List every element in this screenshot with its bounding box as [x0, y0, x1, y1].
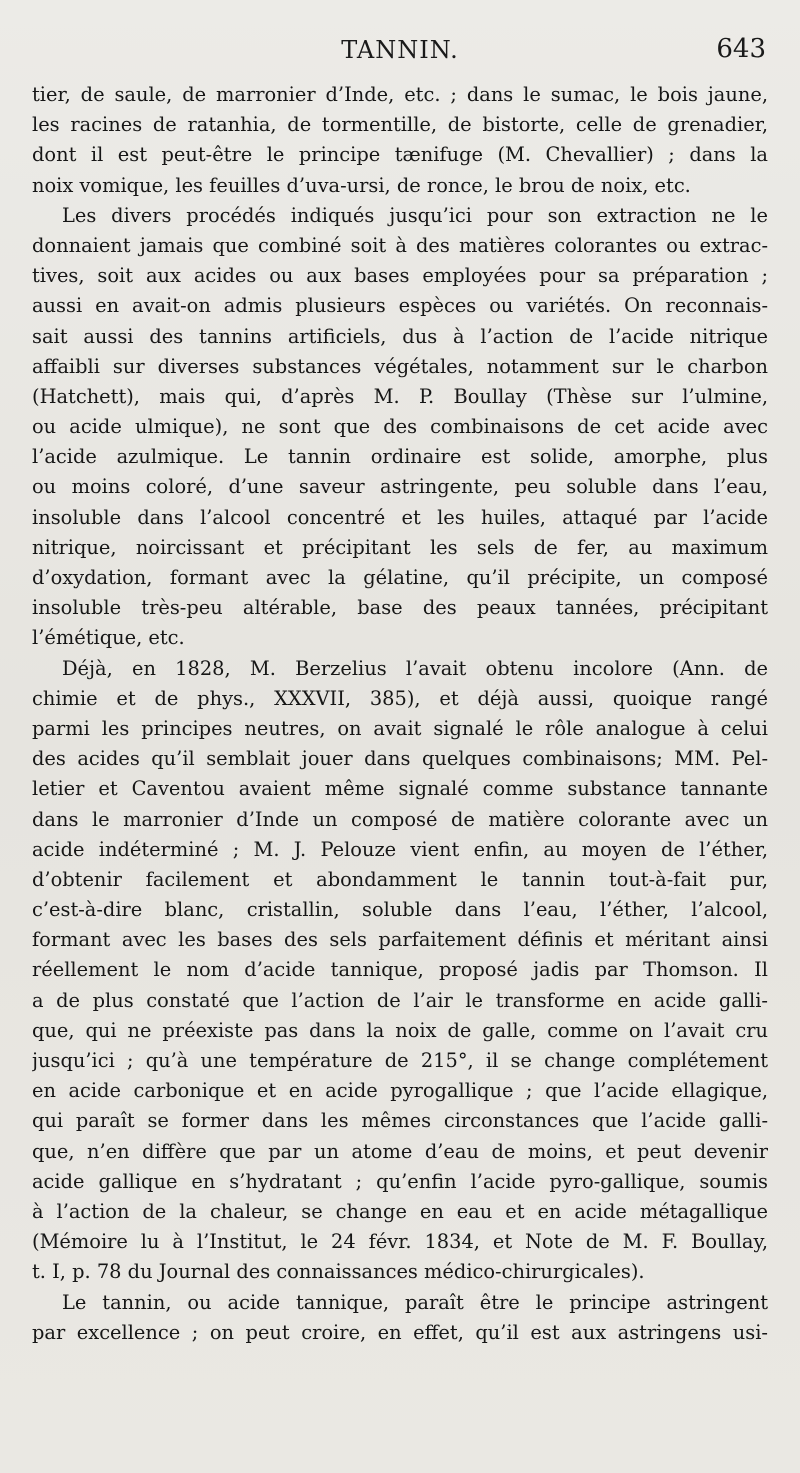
text-line: insoluble dans l’alcool concentré et les huiles, attaqué par l’acide [32, 505, 768, 529]
text-line: l’émétique, etc. [32, 626, 185, 650]
text-line: que, qui ne préexiste pas dans la noix de galle, comme on l’avait cru [32, 1018, 768, 1042]
text-line: a de plus constaté que l’action de l’air le transforme en acide galli- [32, 988, 768, 1012]
paragraph [32, 654, 768, 1288]
text-line: qui paraît se former dans les mêmes circonstances que l’acide galli- [32, 1109, 768, 1133]
text-line: les racines de ratanhia, de tormentille, de bistorte, celle de grenadier, [32, 113, 768, 137]
text-line: dont il est peut-être le principe tænifuge (M. Chevallier) ; dans la [32, 143, 768, 167]
text-line: que, n’en diffère que par un atome d’eau de moins, et peut devenir [32, 1139, 768, 1163]
text-line: aussi en avait-on admis plusieurs espèces ou variétés. On reconnais- [32, 294, 768, 318]
text-line: noix vomique, les feuilles d’uva-ursi, de ronce, le brou de noix, etc. [32, 173, 691, 197]
text-line: acide indéterminé ; M. J. Pelouze vient enfin, au moyen de l’éther, [32, 837, 768, 861]
text-line: formant avec les bases des sels parfaitement définis et méritant ainsi [32, 928, 768, 952]
text-line: d’oxydation, formant avec la gélatine, qu’il précipite, un composé [32, 566, 768, 589]
text-line: à l’action de la chaleur, se change en eau et en acide métagallique [32, 1199, 768, 1223]
text-line: t. I, p. 78 du Journal des connaissances médico-chirurgicales). [32, 1260, 645, 1284]
text-line: des acides qu’il semblait jouer dans quelques combinaisons; MM. Pel- [32, 747, 768, 771]
text-line: insoluble très-peu altérable, base des peaux tannées, précipitant [32, 596, 768, 620]
page-number: 643 [716, 34, 766, 64]
text-line: letier et Caventou avaient même signalé comme substance tannante [32, 777, 768, 801]
paragraph [32, 201, 768, 654]
text-line: sait aussi des tannins artificiels, dus à l’action de l’acide nitrique [32, 324, 768, 348]
text-line: c’est-à-dire blanc, cristallin, soluble dans l’eau, l’éther, l’alcool, [32, 898, 768, 922]
text-line: parmi les principes neutres, on avait signalé le rôle analogue à celui [32, 716, 768, 740]
text-line: affaibli sur diverses substances végétales, notamment sur le charbon [32, 354, 768, 378]
text-line: acide gallique en s’hydratant ; qu’enfin l’acide pyro-gallique, soumis [32, 1169, 768, 1193]
text-line: jusqu’ici ; qu’à une température de 215°, il se change complétement [32, 1049, 768, 1072]
text-line: tives, soit aux acides ou aux bases employées pour sa préparation ; [32, 264, 768, 288]
text-line: l’acide azulmique. Le tannin ordinaire est solide, amorphe, plus [32, 445, 768, 469]
text-line: Le tannin, ou acide tannique, paraît être le principe astringent [62, 1290, 768, 1314]
text-line: (Hatchett), mais qui, d’après M. P. Boullay (Thèse sur l’ulmine, [32, 384, 768, 408]
running-title: TANNIN. [341, 36, 459, 64]
body-text [32, 80, 768, 1348]
text-line: ou moins coloré, d’une saveur astringente, peu soluble dans l’eau, [32, 475, 768, 499]
paragraph [32, 80, 768, 201]
text-line: chimie et de phys., XXXVII, 385), et déjà aussi, quoique rangé [32, 686, 768, 710]
text-line: en acide carbonique et en acide pyrogallique ; que l’acide ellagique, [32, 1079, 768, 1103]
text-line: tier, de saule, de marronier d’Inde, etc. ; dans le sumac, le bois jaune, [32, 83, 768, 106]
text-line: donnaient jamais que combiné soit à des matières colorantes ou extrac- [32, 233, 768, 257]
text-line: dans le marronier d’Inde un composé de matière colorante avec un [32, 807, 768, 831]
text-line: Les divers procédés indiqués jusqu’ici pour son extraction ne le [62, 203, 768, 227]
text-line: d’obtenir facilement et abondamment le tannin tout-à-fait pur, [32, 867, 768, 891]
text-line: nitrique, noircissant et précipitant les sels de fer, au maximum [32, 535, 768, 559]
text-line: réellement le nom d’acide tannique, proposé jadis par Thomson. Il [32, 958, 768, 982]
page-header [32, 30, 768, 70]
text-line: Déjà, en 1828, M. Berzelius l’avait obtenu incolore (Ann. de [62, 656, 768, 680]
paragraph [32, 1288, 768, 1348]
text-line: par excellence ; on peut croire, en effet, qu’il est aux astringens usi- [32, 1320, 768, 1344]
text-line: (Mémoire lu à l’Institut, le 24 févr. 1834, et Note de M. F. Boullay, [32, 1230, 768, 1254]
text-line: ou acide ulmique), ne sont que des combinaisons de cet acide avec [32, 415, 768, 439]
